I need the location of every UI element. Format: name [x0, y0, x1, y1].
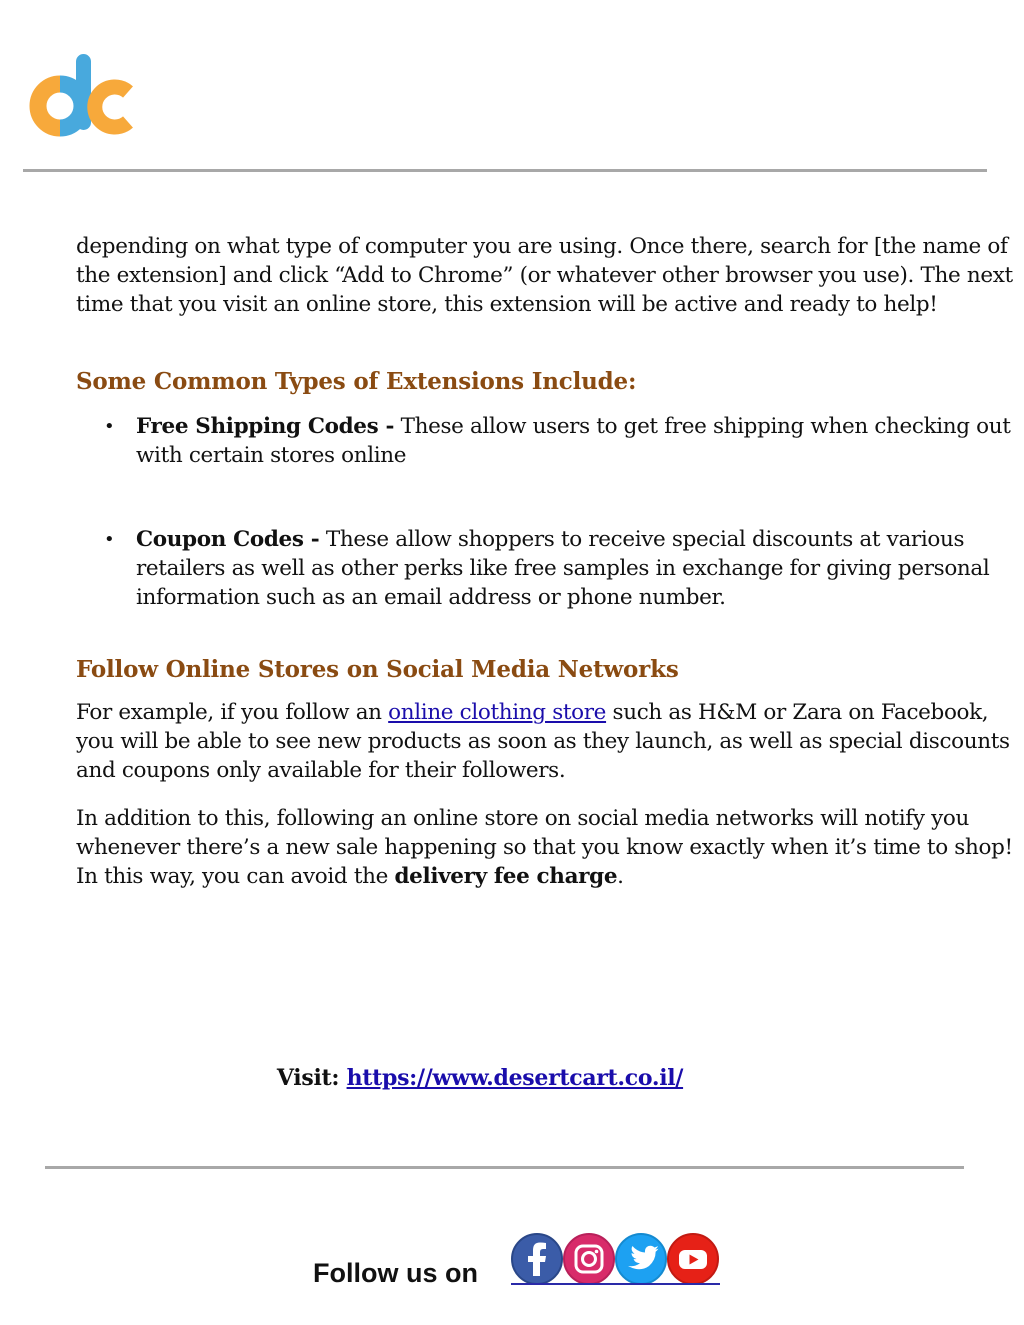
visit-label: Visit: [276, 1065, 347, 1091]
social-icons [510, 1232, 722, 1288]
bullet-icon: • [104, 416, 115, 437]
text-span: For example, if you follow an [76, 700, 389, 725]
social-paragraph-1 [76, 698, 1016, 785]
list-item-text: These allow shoppers to receive special discounts at various retailers as well as other perks like free samples in exchange for giving personal information such as an email address or phone number. [136, 527, 990, 610]
list-item-title: Free Shipping Codes - [136, 414, 395, 439]
text-span: such as H&M or Zara on Facebook, you will be able to see new products as soon as they launch, as well as special discounts and coupons only available for their followers. [76, 700, 1010, 783]
desertcart-url-link[interactable]: https://www.desertcart.co.il/ [346, 1065, 684, 1091]
facebook-icon[interactable] [512, 1234, 562, 1284]
text-span: In addition to this, following an online store on social media networks will notify you whenever there’s a new sale happening so that you know exactly when it’s time to shop! In this way, you can avoid the [76, 806, 1013, 889]
online-clothing-store-link[interactable]: online clothing store [388, 700, 607, 725]
section-heading-social: Follow Online Stores on Social Media Networks [76, 656, 679, 683]
desertcart-logo [20, 48, 136, 140]
list-item [76, 525, 1016, 612]
bullet-icon: • [104, 529, 115, 550]
list-item [76, 412, 1016, 470]
delivery-fee-emphasis: delivery fee charge [394, 864, 618, 889]
youtube-icon[interactable] [668, 1234, 718, 1284]
twitter-icon[interactable] [616, 1234, 666, 1284]
social-link-underline [511, 1283, 720, 1285]
extension-types-list [76, 412, 1016, 612]
footer-divider [45, 1166, 964, 1169]
intro-paragraph: depending on what type of computer you are using. Once there, search for [the name of the extension] and click “Add to Chrome” (or whatever other browser you use). The next time that you visit an online store, this extension will be active and ready to help! [76, 234, 1013, 317]
social-paragraph-2 [76, 804, 1016, 891]
follow-us-label: Follow us on [313, 1258, 478, 1288]
text-span: . [617, 864, 624, 889]
header-divider [23, 169, 987, 172]
section-heading-extensions: Some Common Types of Extensions Include: [76, 368, 637, 395]
visit-line [0, 1063, 960, 1093]
instagram-icon[interactable] [564, 1234, 614, 1284]
list-item-text: These allow users to get free shipping when checking out with certain stores online [136, 414, 1011, 468]
article-body [76, 232, 1016, 891]
list-item-title: Coupon Codes - [136, 527, 320, 552]
